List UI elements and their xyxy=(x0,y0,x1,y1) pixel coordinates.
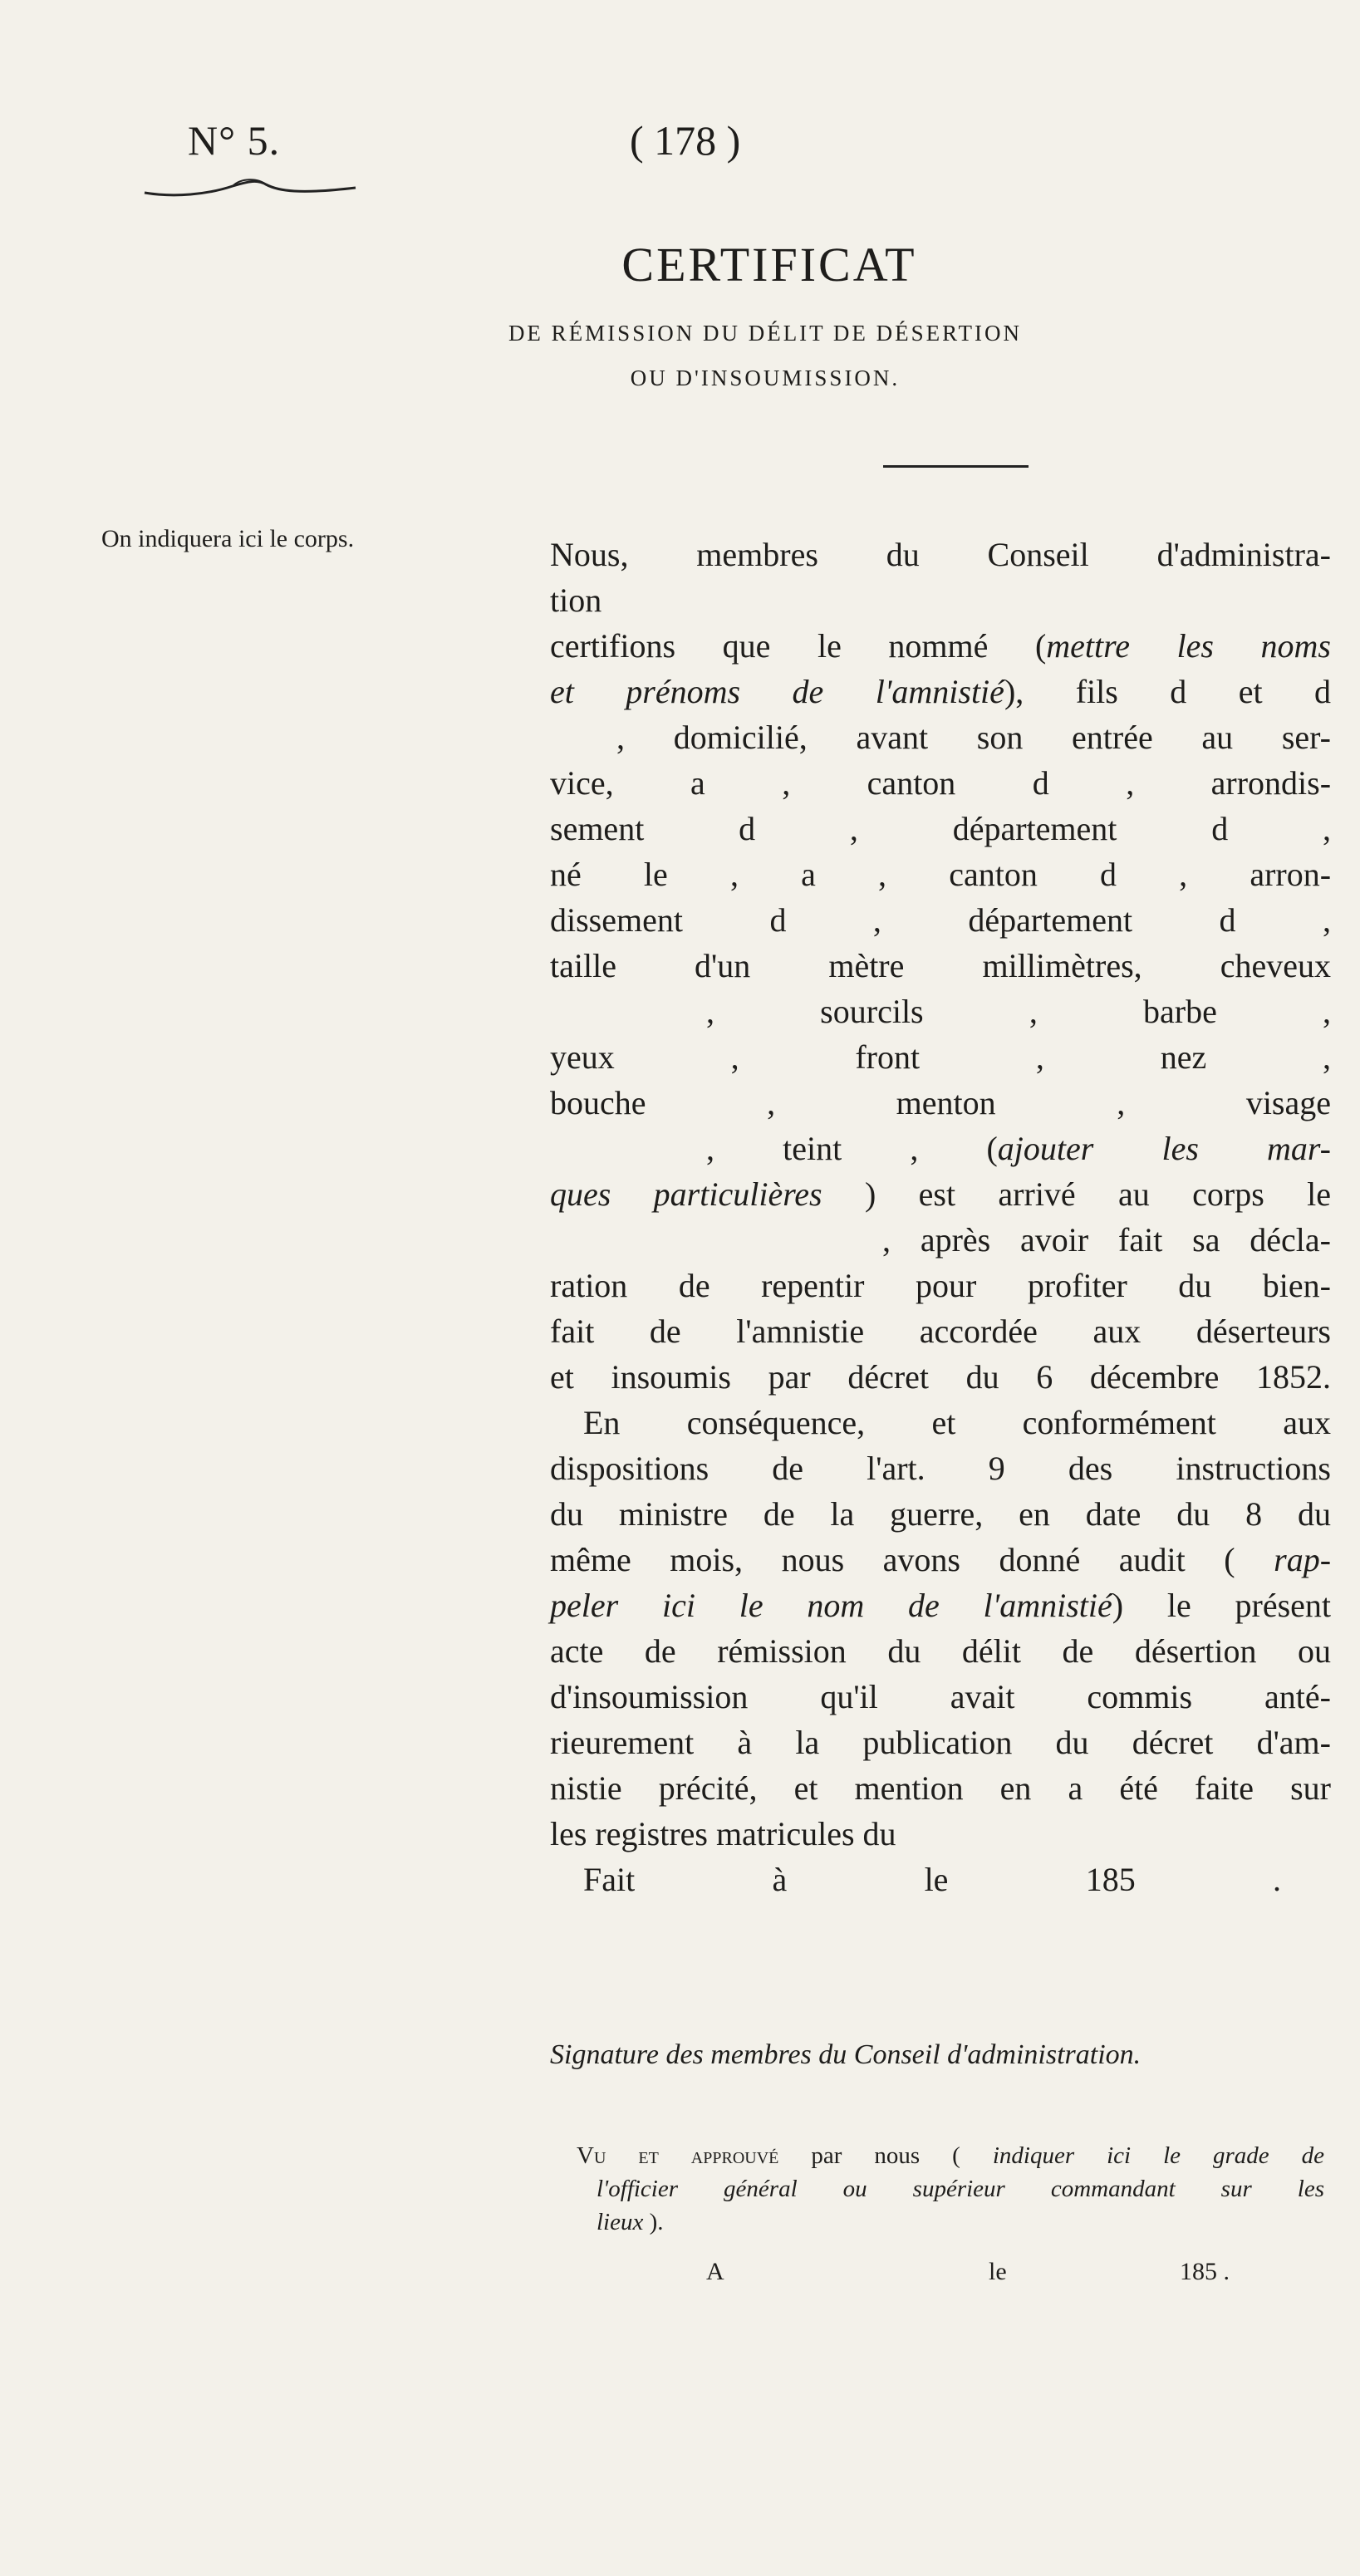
form-number: N° 5. xyxy=(188,117,281,164)
body-line: bouche , menton , visage xyxy=(550,1084,1331,1121)
body-line: rieurement à la publication du décret d'am- xyxy=(550,1724,1331,1761)
approval-line: lieux ). xyxy=(597,2209,664,2235)
certificate-subtitle-line2: OU D'INSOUMISSION. xyxy=(630,366,901,390)
body-line: , sourcils , barbe , xyxy=(706,993,1332,1030)
approval-line: Vu et approuvé par nous ( indiquer ici le grade de xyxy=(577,2142,1324,2169)
body-line: ration de repentir pour profiter du bien- xyxy=(550,1267,1331,1304)
certificate-title: CERTIFICAT xyxy=(621,238,917,292)
body-line: peler ici le nom de l'amnistié) le présent xyxy=(550,1587,1332,1624)
body-line: et prénoms de l'amnistié), fils d et d xyxy=(550,673,1332,710)
body-line: les registres matricules du xyxy=(550,1815,896,1852)
flourish-ornament xyxy=(141,173,359,206)
body-line: tion xyxy=(550,581,602,619)
body-line: même mois, nous avons donné audit ( rap- xyxy=(550,1541,1332,1578)
approval-place: A xyxy=(706,2258,724,2285)
certificate-body xyxy=(550,532,1331,1902)
date-line: Fait à le 185 . xyxy=(583,1861,1282,1898)
body-line: acte de rémission du délit de désertion ou xyxy=(550,1632,1331,1670)
body-line: nistie précité, et mention en a été faite sur xyxy=(550,1769,1331,1807)
signature-line: Signature des membres du Conseil d'administration. xyxy=(550,2039,1142,2070)
body-line: du ministre de la guerre, en date du 8 du xyxy=(550,1495,1331,1533)
body-line: , domicilié, avant son entrée au ser- xyxy=(616,719,1331,756)
body-line: dissement d , département d , xyxy=(550,901,1331,939)
approval-line: l'officier général ou supérieur commandant sur les xyxy=(597,2176,1324,2202)
approval-block xyxy=(577,2139,1324,2239)
body-line: sement d , département d , xyxy=(550,810,1332,847)
approval-date-prefix: le xyxy=(989,2258,1007,2285)
body-line: taille d'un mètre millimètres, cheveux xyxy=(550,947,1331,984)
body-line: En conséquence, et conformément aux xyxy=(583,1404,1331,1441)
body-line: d'insoumission qu'il avait commis anté- xyxy=(550,1678,1331,1715)
body-line: fait de l'amnistie accordée aux déserteurs xyxy=(550,1313,1331,1350)
body-line: , teint , (ajouter les mar- xyxy=(706,1130,1331,1167)
body-line: né le , a , canton d , arron- xyxy=(550,856,1332,893)
margin-note: On indiquera ici le corps. xyxy=(101,525,355,552)
body-line: dispositions de l'art. 9 des instructions xyxy=(550,1450,1331,1487)
body-line: , après avoir fait sa décla- xyxy=(882,1221,1331,1259)
approval-year: 185 . xyxy=(1180,2258,1230,2285)
body-line: vice, a , canton d , arrondis- xyxy=(550,764,1332,802)
title-divider xyxy=(883,465,1029,468)
body-line: Nous, membres du Conseil d'administra- xyxy=(550,536,1331,573)
body-line: et insoumis par décret du 6 décembre 1852. xyxy=(550,1358,1331,1396)
body-line: ques particulières ) est arrivé au corps le xyxy=(550,1175,1332,1213)
certificate-subtitle-line1: DE RÉMISSION DU DÉLIT DE DÉSERTION xyxy=(508,321,1023,346)
body-line: certifions que le nommé (mettre les noms xyxy=(550,627,1331,665)
page-number: ( 178 ) xyxy=(630,117,741,164)
body-line: yeux , front , nez , xyxy=(550,1038,1332,1076)
